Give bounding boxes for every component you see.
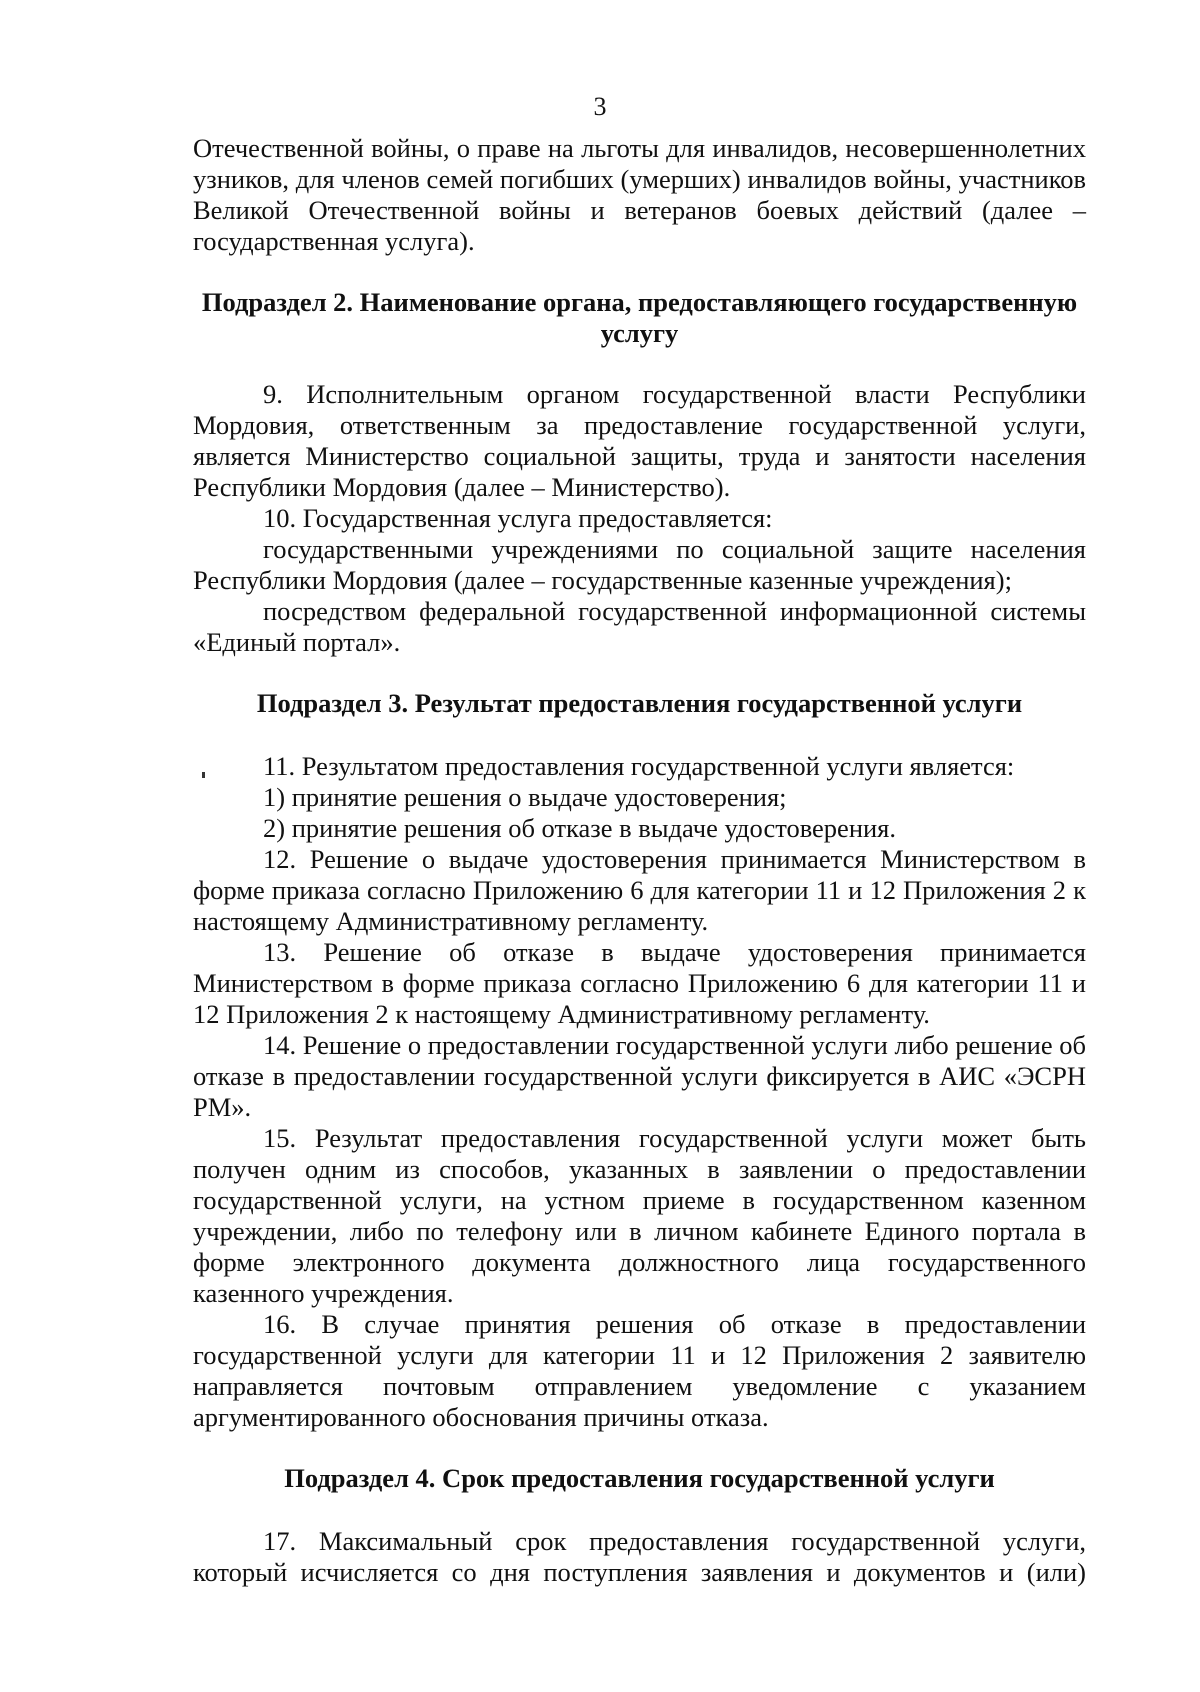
heading-subsection-2: Подраздел 2. Наименование органа, предоставляющего государственную услугу [201,287,1078,348]
paragraph-17: 17. Максимальный срок предоставления государственной услуги, который исчисляется со дня поступления заявления и документов и (или) [193,1526,1086,1587]
paragraph-9: 9. Исполнительным органом государственной власти Республики Мордовия, ответственным за предоставление государственной услуги, является Министерство социальной защиты, труда и занятости населения Республики Мордовия (далее – Министерство). [193,379,1086,502]
paragraph-16: 16. В случае принятия решения об отказе в предоставлении государственной услуги для категории 11 и 12 Приложения 2 заявителю направляется почтовым отправлением уведомление с указанием аргументированного обоснования причины отказа. [193,1309,1086,1432]
document-body [193,133,1086,1588]
paragraph-12: 12. Решение о выдаче удостоверения принимается Министерством в форме приказа согласно Приложению 6 для категории 11 и 12 Приложения 2 к настоящему Административному регламенту. [193,844,1086,936]
paragraph-13: 13. Решение об отказе в выдаче удостоверения принимается Министерством в форме приказа согласно Приложению 6 для категории 11 и 12 Приложения 2 к настоящему Административному регламенту. [193,937,1086,1029]
paragraph-10-item-a: государственными учреждениями по социальной защите населения Республики Мордовия (далее – государственные казенные учреждения); [193,534,1086,595]
paragraph-intro: Отечественной войны, о праве на льготы для инвалидов, несовершеннолетних узников, для членов семей погибших (умерших) инвалидов войны, участников Великой Отечественной войны и ветеранов боевых действий (далее – государственная услуга). [193,133,1086,256]
paragraph-11-item-2: 2) принятие решения об отказе в выдаче удостоверения. [263,813,896,843]
paragraph-14: 14. Решение о предоставлении государственной услуги либо решение об отказе в предоставлении государственной услуги фиксируется в АИС «ЭСРН РМ». [193,1030,1086,1122]
paragraph-11: 11. Результатом предоставления государственной услуги является: [263,751,1015,781]
page-number: 3 [593,92,607,121]
paragraph-10: 10. Государственная услуга предоставляется: [263,503,773,533]
paragraph-11-item-1: 1) принятие решения о выдаче удостоверения; [263,782,787,812]
paragraph-15: 15. Результат предоставления государственной услуги может быть получен одним из способов, указанных в заявлении о предоставлении государственной услуги, на устном приеме в государственном казенном учреждении, либо по телефону или в личном кабинете Единого портала в форме электронного документа должностного лица государственного казенного учреждения. [193,1123,1086,1308]
heading-subsection-3: Подраздел 3. Результат предоставления государственной услуги [256,688,1023,718]
heading-subsection-4: Подраздел 4. Срок предоставления государственной услуги [284,1463,995,1493]
paragraph-10-item-b: посредством федеральной государственной информационной системы «Единый портал». [193,596,1086,657]
